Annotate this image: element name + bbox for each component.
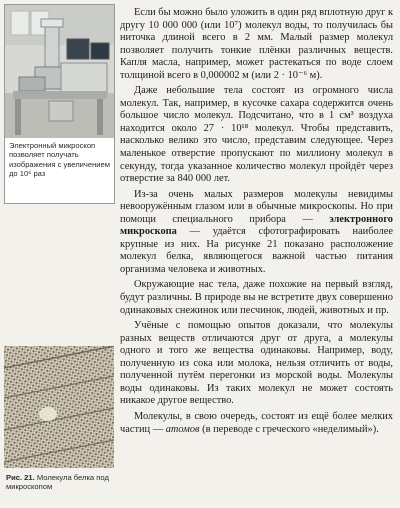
electron-microscope-image: [5, 5, 114, 139]
protein-molecule-photo: [4, 346, 114, 468]
figure-label: Рис. 21.: [6, 473, 35, 482]
paragraph-text: — удаётся сфотографировать наиболее крупные из них. На рисунке 21 показано расположение молекул белка, являющегося важной частью питания организма человека и животных.: [120, 226, 393, 275]
protein-caption: [6, 473, 114, 491]
paragraph-text: Молекулы, в свою очередь, состоят из ещё более мелких частиц —: [120, 410, 393, 435]
paragraph-electron-microscope: [120, 189, 393, 277]
left-margin: [0, 0, 117, 508]
protein-molecule-image: [4, 346, 114, 468]
term-atoms: атомов: [165, 423, 200, 435]
term-electron-microscope: электронного микроскопа: [120, 213, 393, 238]
microscope-caption: Электронный микроскоп позволяет получать изображения с увеличением до 10⁶ раз: [4, 138, 115, 204]
paragraph-bodies-differ: Окружающие нас тела, даже похожие на первый взгляд, будут различны. В природе вы не встретите двух совершенно одинаковых снежинок или песчинок, людей, животных и пр.: [120, 279, 393, 316]
figure-caption-text: Молекула белка под микроскопом: [6, 473, 109, 492]
paragraph-atoms: [120, 411, 393, 436]
paragraph-molecule-size: Если бы можно было уложить в один ряд вплотную друг к другу 10 000 000 (или 10⁷) молекул воды, то получилась бы ниточка длиной всего в 2 мм. Малый размер молекул позволяет получить тонкие плёнки различных веществ. Капля масла, например, может растекаться по воде слоем толщиной всего в 0,000002 м (или 2 · 10⁻⁶ м).: [120, 7, 394, 81]
paragraph-text: (в переводе с греческого «неделимый»).: [199, 423, 379, 435]
electron-microscope-photo: [4, 4, 115, 140]
paragraph-molecule-count: Даже небольшие тела состоят из огромного числа молекул. Так, например, в кусочке сахара содержится очень большое число молекул. Подсчитано, что в 1 см³ воздуха находится около 27 · 10¹⁸ молекул. Чтобы представить, насколько велико это число, представим следующее. Через маленькое отверстие пропускают по миллиону молекул в секунду, тогда указанное количество молекул пройдёт через отверстие за 840 000 лет.: [120, 85, 393, 185]
paragraph-molecules-identical: Учёные с помощью опытов доказали, что молекулы разных веществ отличаются друг от друга, а молекулы одного и того же вещества одинаковы. Например, воду, полученную из сока или молока, нельзя отличить от воды, полученной путём перегонки из морской воды. Молекулы воды одинаковы. Из таких молекул не может состоять никакое другое вещество.: [120, 320, 393, 407]
main-text: [120, 7, 393, 439]
paragraph-text: Из-за очень малых размеров молекулы невидимы невооружённым глазом или в обычные микроскопы. Но при помощи специального прибора —: [120, 188, 393, 225]
